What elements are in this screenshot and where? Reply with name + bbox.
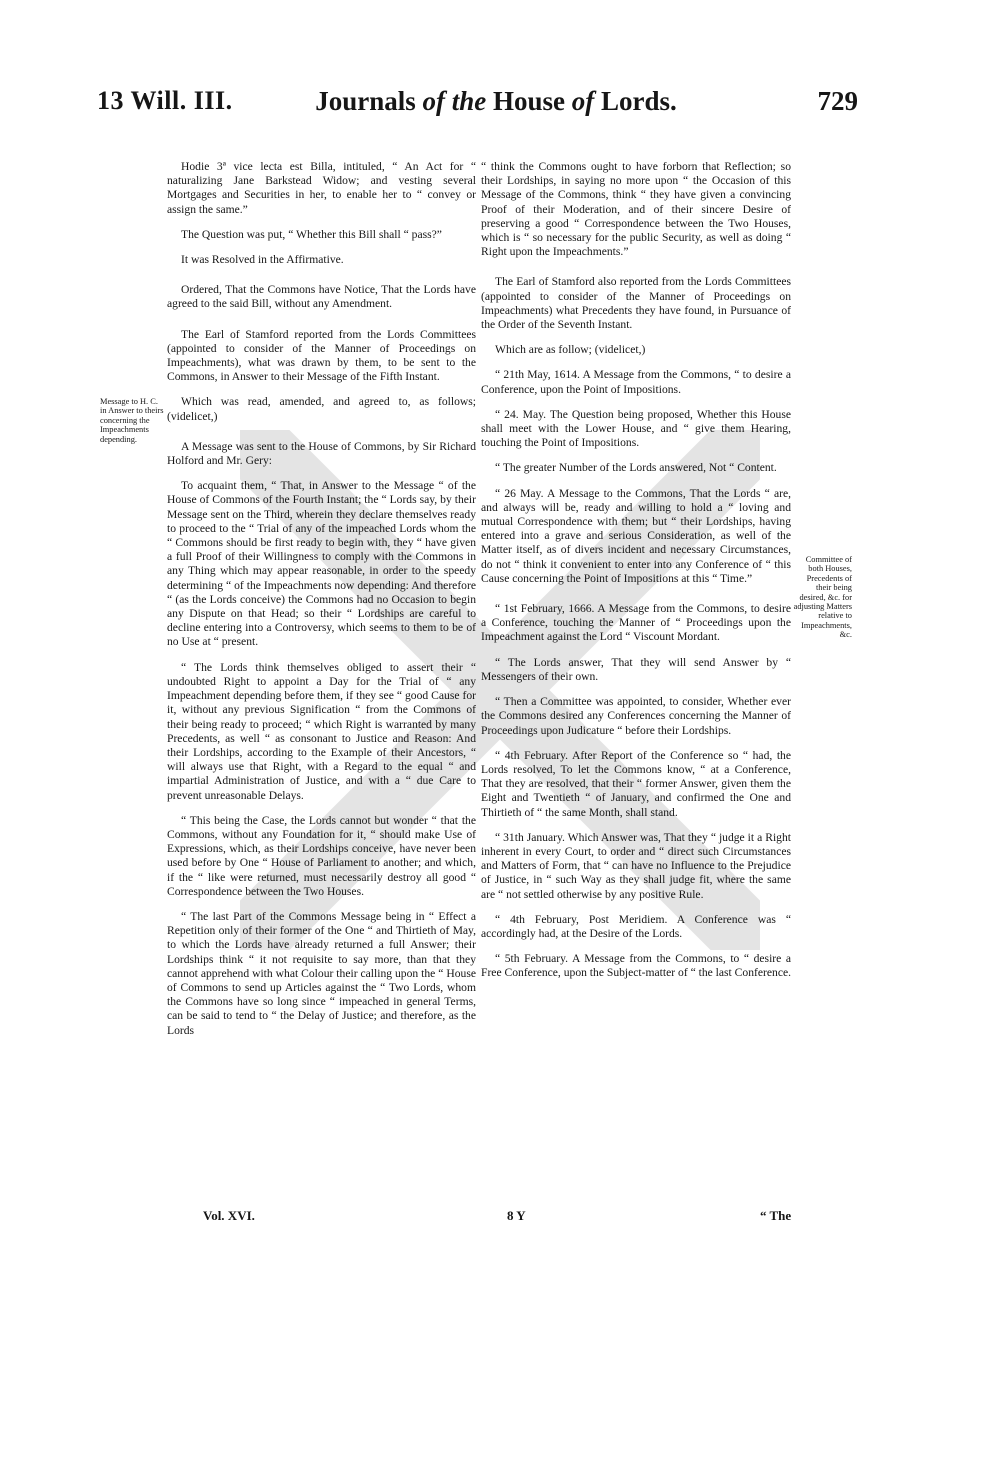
- volume-label: Vol. XVI.: [203, 1208, 255, 1223]
- paragraph: Which was read, amended, and agreed to, as follows; (videlicet,): [167, 395, 476, 423]
- paragraph: “ The greater Number of the Lords answered, Not “ Content.: [495, 461, 777, 475]
- paragraph: “ 24. May. The Question being proposed, Whether this House shall meet with the Lower House, and “ give them Hearing, touching the Point of Impositions.: [481, 407, 791, 450]
- margin-note-right: Committee of both Houses, Precedents of their being desired, &c. for adjusting Matters relative to Impeachments, &c.: [793, 555, 852, 640]
- page-number: 729: [817, 86, 858, 116]
- paragraph: “ Then a Committee was appointed, to consider, Whether ever the Commons desired any Conferences concerning the Manner of Proceedings upon Judicature “ before their Lordships.: [481, 695, 791, 737]
- paragraph: “ 4th February. After Report of the Conference so “ had, the Lords resolved, To let the Commons know, “ at a Conference, That they are resolved, that their “ former Answer, given them the Eight and Twentieth “ of January, and confirmed the One and Thirtieth of “ the same Month, shall stand.: [481, 748, 791, 819]
- running-title: Journals of the House of Lords.: [315, 86, 677, 116]
- right-column: [481, 160, 791, 992]
- paragraph: “ 31th January. Which Answer was, That they “ judge it a Right inherent in every Court, to order and “ direct such Circumstances and Matters of Form, that “ can have no Influence to the Prejudice of Justice, in “ such Way as they shall judge fit, where the same are “ not settled otherwise by any positive Rule.: [481, 830, 791, 901]
- left-column: [167, 160, 476, 1049]
- regnal-year: 13 Will. III.: [97, 86, 233, 115]
- paragraph: Ordered, That the Commons have Notice, That the Lords have agreed to the said Bill, without any Amendment.: [167, 283, 476, 311]
- paragraph: “ 1st February, 1666. A Message from the Commons, to desire a Conference, touching the Manner of “ Proceedings upon the Impeachment against the Lord “ Viscount Mordant.: [481, 602, 791, 644]
- paragraph: “ 4th February, Post Meridiem. A Conference was “ accordingly had, at the Desire of the Lords.: [481, 912, 791, 940]
- paragraph: “ 21th May, 1614. A Message from the Commons, “ to desire a Conference, upon the Point of Impositions.: [481, 368, 791, 396]
- paragraph: “ think the Commons ought to have forborn that Reflection; so their Lordships, in saying no more upon “ the Occasion of this Message of the Commons, think “ they have given a convincing Proof of their Moderation, and of their sincere Desire of preserving a good “ Correspondence between the Two Houses, which is “ so necessary for the public Security, as well as doing “ Right upon the Impeachments.”: [481, 160, 791, 259]
- paragraph: Which are as follow; (videlicet,): [495, 343, 646, 357]
- paragraph: Hodie 3ª vice lecta est Billa, intituled, “ An Act for “ naturalizing Jane Barkstead Widow; and vesting several Mortgages and Securities in her, to enable her to “ convey or assign the same.”: [167, 160, 476, 216]
- paragraph: The Earl of Stamford also reported from the Lords Committees (appointed to consider of the Manner of Proceedings on Impeachments) what Precedents they have found, in Pursuance of the Order of the Seventh Instant.: [481, 275, 791, 332]
- paragraph: “ The last Part of the Commons Message being in “ Effect a Repetition only of their former of the One “ and Thirtieth of May, to which the Lords have already returned a full Answer; their Lordships think “ it not requisite to say more, than that they cannot apprehend with what Colour their calling upon the “ House of Commons to send up Articles against the “ Two Lords, whom the Commons have so long since “ impeached in general Terms, can be said to tend to “ the Delay of Justice; and therefore, as the Lords: [167, 909, 476, 1037]
- paragraph: “ This being the Case, the Lords cannot but wonder “ that the Commons, without any Foundation for it, “ should make Use of Expressions, which, as their Lordships conceive, have never been used before by One “ House of Parliament to another; and which, if the “ like were returned, must necessarily destroy all good “ Correspondence between the Two Houses.: [167, 813, 476, 898]
- signature-mark: 8 Y: [507, 1208, 526, 1223]
- paragraph: A Message was sent to the House of Commons, by Sir Richard Holford and Mr. Gery:: [167, 439, 476, 468]
- paragraph: It was Resolved in the Affirmative.: [181, 253, 344, 267]
- paragraph: “ 26 May. A Message to the Commons, That the Lords “ are, and always will be, ready and willing to hold a “ loving and mutual Correspondence with them; but “ their Lordships, having entered into a grave and serious Consideration, as well of the Matter itself, as of divers incident and necessary Circumstances, do not “ think it convenient to enter into any Conference of “ this Cause concerning the Point of Impositions at this “ Time.”: [481, 486, 791, 585]
- page-header: [0, 86, 992, 126]
- margin-note-left: Message to H. C. in Answer to theirs concerning the Impeachments depending.: [100, 397, 164, 444]
- paragraph: The Earl of Stamford reported from the Lords Committees (appointed to consider of the Manner of Proceedings on Impeachments), what was drawn by them, to be sent to the Commons, in Answer to their Message of the Fifth Instant.: [167, 327, 476, 384]
- paragraph: “ The Lords answer, That they will send Answer by “ Messengers of their own.: [481, 655, 791, 683]
- paragraph: The Question was put, “ Whether this Bill shall “ pass?”: [181, 227, 442, 241]
- paragraph: “ 5th February. A Message from the Commons, to “ desire a Free Conference, upon the Subject-matter of “ the last Conference.: [481, 952, 792, 980]
- paragraph: To acquaint them, “ That, in Answer to the Message “ of the House of Commons of the Fourth Instant; the “ Lords say, by their Message sent on the Third, wherein they declare themselves ready to proceed to the “ Trial of any of the impeached Lords whom the “ Commons should be first ready to begin with, they “ have given a full Proof of their Willingness to comply with the Commons in any Thing which may appear reasonable, in order to the speedy determining “ of the Impeachments now depending: And therefore “ (as the Lords conceive) the Commons had no Occasion to begin any Dispute on that Head; so their “ Lordships are careful to decline entering into a Controversy, which seems to them to be of no Use at “ present.: [167, 479, 476, 649]
- paragraph: “ The Lords think themselves obliged to assert their “ undoubted Right to appoint a Day for the Trial of “ any Impeachment depending before them, if they see “ good Cause for it, without any previous Signification “ from the Commons of their being ready to proceed; “ which Right is warranted by many Precedents, as well “ as consonant to Justice and Reason: And their Lordships, according to the Example of their Ancestors, “ will always use that Right, with a Regard to the equal “ and impartial Administration of Justice, and with a “ due Care to prevent unreasonable Delays.: [167, 660, 476, 802]
- catchword: “ The: [760, 1208, 792, 1223]
